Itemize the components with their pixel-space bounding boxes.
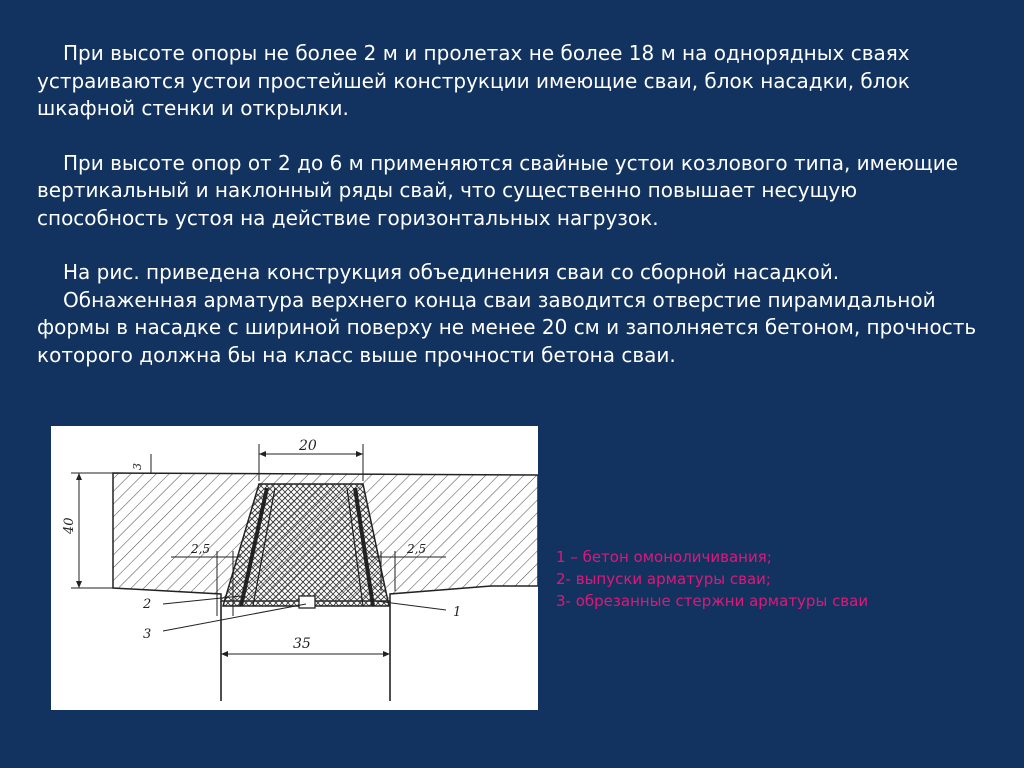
paragraph-2: [37, 150, 987, 233]
dim-small-label: 3: [131, 463, 144, 470]
legend-item-3: 3- обрезанные стержни арматуры сваи: [556, 592, 869, 610]
callout-1: 1: [453, 605, 462, 620]
figure-legend: [556, 546, 868, 612]
dim-height-label: 40: [62, 517, 77, 534]
dim-left-label: 2,5: [191, 542, 211, 556]
drawing-svg: [51, 426, 538, 710]
paragraph-1: [37, 40, 987, 123]
paragraph-4-text: Обнаженная арматура верхнего конца сваи заводится отверстие пирамидальной формы в насадке с шириной поверху не менее 20 см и заполняется бетоном, прочность которого должна бы на класс выше прочности бетона сваи.: [37, 287, 977, 367]
legend-item-1: 1 – бетон омоноличивания;: [556, 548, 772, 566]
paragraph-3: [37, 259, 987, 287]
paragraph-1-text: При высоте опоры не более 2 м и пролетах не более 18 м на однорядных сваях устраиваются устои простейшей конструкции имеющие сваи, блок насадки, блок шкафной стенки и открылки.: [37, 41, 910, 120]
callout-3: 3: [143, 627, 152, 642]
legend-item-2: 2- выпуски арматуры сваи;: [556, 570, 771, 588]
callout-2: 2: [143, 597, 152, 612]
dim-top-label: 20: [299, 438, 317, 454]
pile-cap-joint-drawing: [51, 426, 538, 710]
cut-rebar: [299, 596, 315, 608]
paragraph-2-text: При высоте опор от 2 до 6 м применяются свайные устои козлового типа, имеющие вертикальный и наклонный ряды свай, что существенно повышает несущую способность устоя на действие горизонтальных нагрузок.: [37, 150, 959, 230]
slide-text: [37, 40, 987, 369]
dim-right-label: 2,5: [407, 542, 427, 556]
paragraph-3-text: На рис. приведена конструкция объединения сваи со сборной насадкой.: [63, 260, 840, 284]
paragraph-4: [37, 287, 987, 370]
dim-bottom-label: 35: [293, 636, 311, 652]
